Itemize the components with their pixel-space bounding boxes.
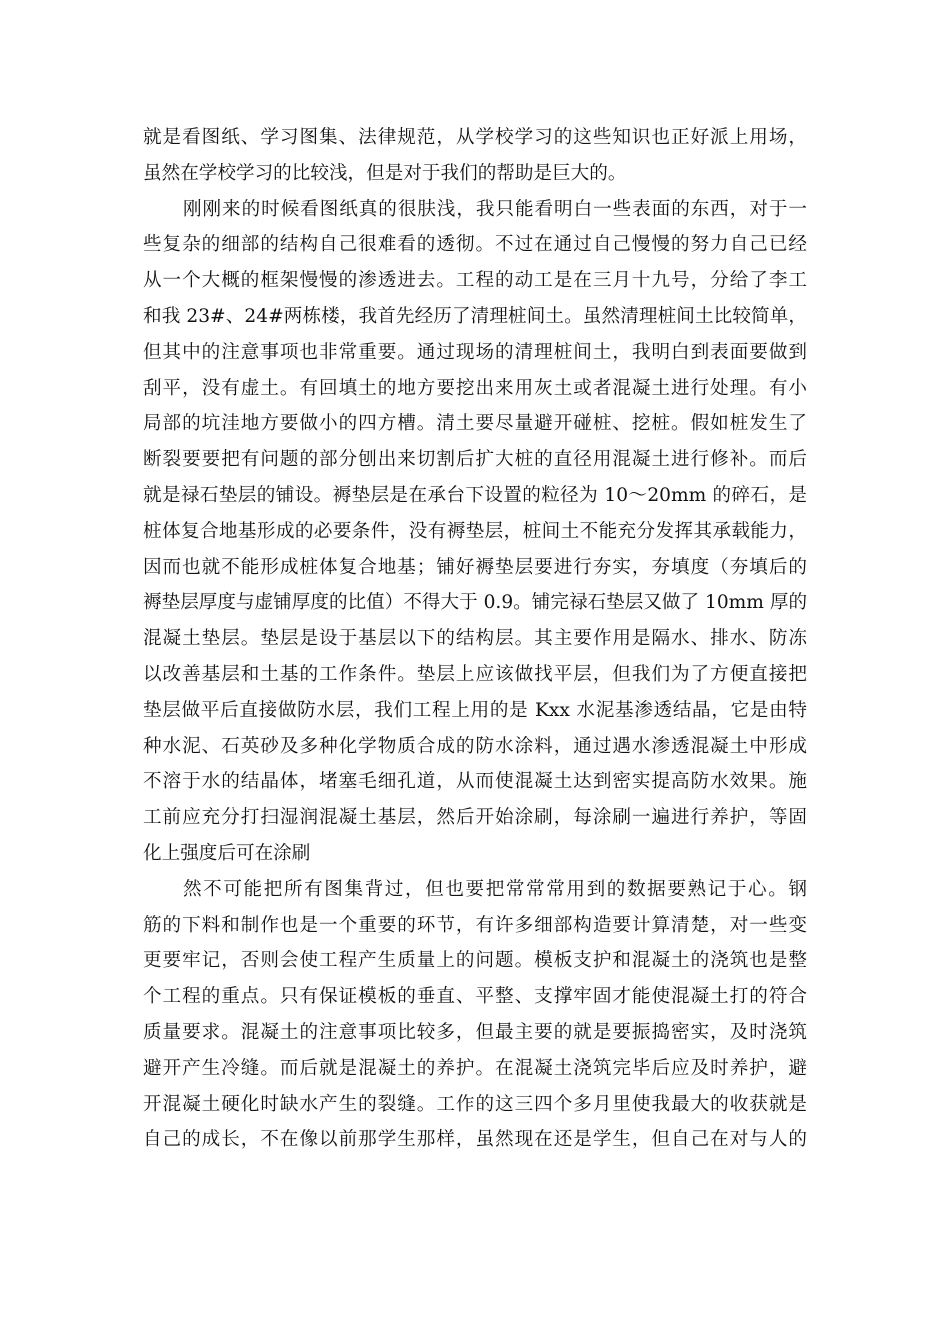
text-line: 但其中的注意事项也非常重要。通过现场的清理桩间土，我明白到表面要做到 bbox=[143, 341, 807, 363]
text-line: 避开产生冷缝。而后就是混凝土的养护。在混凝土浇筑完毕后应及时养护，避 bbox=[143, 1057, 807, 1079]
text-line: 工前应充分打扫湿润混凝土基层，然后开始涂刷，每涂刷一遍进行养护，等固 bbox=[143, 807, 807, 829]
text-line: 化上强度后可在涂刷 bbox=[143, 842, 311, 864]
text-line: 断裂要要把有问题的部分刨出来切割后扩大桩的直径用混凝土进行修补。而后 bbox=[143, 449, 807, 471]
text-line: 从一个大概的框架慢慢的渗透进去。工程的动工是在三月十九号，分给了李工 bbox=[143, 270, 807, 292]
body-text bbox=[143, 120, 807, 1158]
text-line: 因而也就不能形成桩体复合地基；铺好褥垫层要进行夯实，夯填度（夯填后的 bbox=[143, 556, 807, 578]
text-line: 筋的下料和制作也是一个重要的环节，有许多细部构造要计算清楚，对一些变 bbox=[143, 914, 807, 936]
text-line: 更要牢记，否则会使工程产生质量上的问题。模板支护和混凝土的浇筑也是整 bbox=[143, 950, 807, 972]
text-line: 局部的坑洼地方要做小的四方槽。清土要尽量避开碰桩、挖桩。假如桩发生了 bbox=[143, 413, 807, 435]
text-line: 就是看图纸、学习图集、法律规范，从学校学习的这些知识也正好派上用场， bbox=[143, 127, 807, 148]
text-line: 自己的成长，不在像以前那学生那样，虽然现在还是学生，但自己在对与人的 bbox=[143, 1129, 807, 1151]
text-line: 开混凝土硬化时缺水产生的裂缝。工作的这三四个多月里使我最大的收获就是 bbox=[143, 1093, 807, 1115]
text-line: 虽然在学校学习的比较浅，但是对于我们的帮助是巨大的。 bbox=[143, 162, 627, 184]
text-line: 刚刚来的时候看图纸真的很肤浅，我只能看明白一些表面的东西，对于一 bbox=[183, 198, 807, 220]
text-line: 桩体复合地基形成的必要条件，没有褥垫层，桩间土不能充分发挥其承载能力， bbox=[143, 520, 807, 542]
text-line: 混凝土垫层。垫层是设于基层以下的结构层。其主要作用是隔水、排水、防冻 bbox=[143, 628, 807, 650]
text-line: 就是禄石垫层的铺设。褥垫层是在承台下设置的粒径为 10～20mm 的碎石，是 bbox=[143, 484, 807, 506]
text-line: 质量要求。混凝土的注意事项比较多，但最主要的就是要振捣密实，及时浇筑 bbox=[143, 1021, 807, 1043]
text-line: 以改善基层和土基的工作条件。垫层上应该做找平层，但我们为了方便直接把 bbox=[143, 663, 807, 685]
text-line: 褥垫层厚度与虚铺厚度的比值）不得大于 0.9。铺完禄石垫层又做了 10mm 厚的 bbox=[143, 592, 808, 614]
text-line: 不溶于水的结晶体，堵塞毛细孔道，从而使混凝土达到密实提高防水效果。施 bbox=[143, 771, 807, 793]
text-line: 然不可能把所有图集背过，但也要把常常常用到的数据要熟记于心。钢 bbox=[183, 878, 807, 900]
text-line: 垫层做平后直接做防水层，我们工程上用的是 Kxx 水泥基渗透结晶，它是由特 bbox=[143, 699, 807, 721]
text-line: 个工程的重点。只有保证模板的垂直、平整、支撑牢固才能使混凝土打的符合 bbox=[143, 986, 807, 1008]
text-line: 刮平，没有虚土。有回填土的地方要挖出来用灰土或者混凝土进行处理。有小 bbox=[143, 377, 807, 399]
text-line: 和我 23#、24#两栋楼，我首先经历了清理桩间土。虽然清理桩间土比较简单， bbox=[143, 305, 807, 327]
text-line: 些复杂的细部的结构自己很难看的透彻。不过在通过自己慢慢的努力自己已经 bbox=[143, 234, 807, 256]
text-line: 种水泥、石英砂及多种化学物质合成的防水涂料，通过遇水渗透混凝土中形成 bbox=[143, 735, 807, 757]
